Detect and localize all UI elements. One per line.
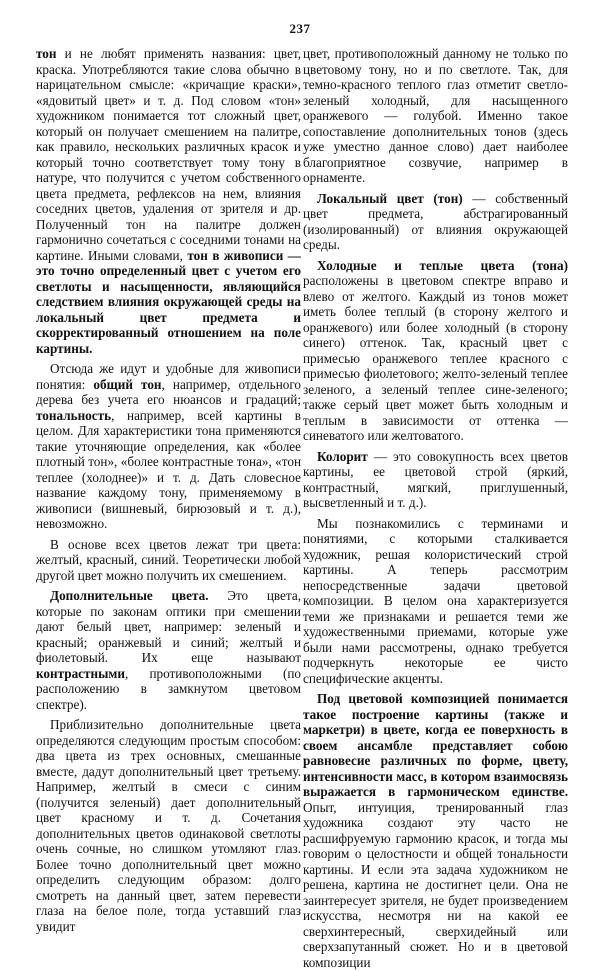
bold-term: Под цветовой композицией понимается такое построение картины (также и маркетри) в цвете, когда ее поверхность в своем ансамбле представляет собою равновесие различных по форме, цвету, интенсивности масс, в котором взаимосвязь выражается в гармоническом единстве.	[303, 691, 568, 799]
body-text: Это цвета, которые по законам оптики при смешении дают белый цвет, например: зеленый и красный; оранжевый и синий; желтый и фиолетовый. Их еще называют	[36, 588, 301, 665]
body-text: и не любят применять названия: цвет, краска. Употребляются такие слова обычно в нарицательном смысле: «кричащие краски», «ядовитый цвет» и т. д. Под словом «тон» художником понимается тот сложный цвет, который он получает смешением на палитре, как правило, нескольких различных красок и который точно соответствует тому тону в натуре, что получится с учетом собственного цвета предмета, рефлексов на нем, влияния соседних цветов, удаления от зрителя и др. Полученный тон на палитре должен гармонично сочетаться с соседними тонами на картине. Иными словами,	[36, 46, 301, 263]
bold-term: Холодные и теплые цвета (тона)	[317, 257, 568, 273]
right-column-paragraph	[303, 191, 568, 253]
bold-term: тон	[36, 46, 57, 61]
body-text: — собственный цвет предмета, абстрагированный (изолированный) от влияния окружающей среды.	[303, 190, 568, 252]
body-text: Приблизительно дополнительные цвета определяются следующим простым способом: два цвета из трех основных, смешанные вместе, дадут дополнительный цвет третьему. Например, желтый в смеси с синим (получится зеленый) дает дополнительный цвет красному и т. д. Сочетания дополнительных цветов одинаковой светлоты очень сочные, но слишком утомляют глаз. Более точно дополнительный цвет можно определить следующим образом: долго смотреть на данный цвет, затем перевести глаза на белое поле, тогда уставший глаз увидит	[36, 717, 301, 934]
right-column-paragraph	[303, 258, 568, 444]
right-column-paragraph	[303, 449, 568, 511]
bold-term: контрастными	[36, 665, 125, 681]
right-text-column	[303, 46, 568, 971]
bold-term: тональность	[36, 407, 112, 423]
body-text: Отсюда же идут и удобные для живописи понятия:	[36, 361, 301, 392]
page-number: 237	[289, 21, 311, 36]
right-column-paragraph	[303, 516, 568, 687]
left-text-column	[36, 46, 301, 935]
left-column-paragraph	[36, 361, 301, 532]
bold-term: Колорит	[317, 448, 368, 464]
body-text: Мы познакомились с терминами и понятиями, с которыми сталкивается художник, решая колористический строй картины. А теперь рассмотрим непосредственные задачи цветовой композиции. В целом она характеризуется теми же признаками и решается теми же художественными приемами, которые уже были нами рассмотрены, однако требуется подчеркнуть некоторые ее чисто специфические акценты.	[303, 515, 568, 686]
bold-term: Локальный цвет (тон)	[317, 190, 463, 206]
left-column-paragraph	[36, 717, 301, 934]
bold-term: тон в живописи — это точно определенный цвет с учетом его светлоты и насыщенности, являющийся следствием влияния окружающей среды на локальный цвет предмета и скорректированный отношением на поле картины.	[36, 247, 301, 356]
body-text: цвет, противоположный данному не только по цветовому тону, но и по светлоте. Так, для темно-красного теплого глаз отметит светло-зеленый холодный, для насыщенного оранжевого — голубой. Именно такое сопоставление дополнительных тонов (здесь уже уместно данное слово) дает наиболее благоприятное созвучие, например в орнаменте.	[303, 46, 568, 185]
body-text: , противоположными (по расположению в замкнутом цветовом спектре).	[36, 665, 301, 712]
body-text: , например, всей картины в целом. Для характеристики тона применяются такие уточняющие определения, как «более плотный тон», «более контрастные тона», «тон теплее (холоднее)» и т. д. Дать словесное название каждому тону, применяемому в живописи (вишневый, бирюзовый и т. д.), невозможно.	[36, 407, 301, 531]
body-text: Опыт, интуиция, тренированный глаз художника создают эту часто не расшифруемую гармонию красок, и тогда мы говорим о целостности и общей тональности картины. И если эта задача художником не решена, картина не достигнет цели. Она не заинтересует зрителя, не будет произведением искусства, несмотря ни на какой ее сверхинтересный, сверхидейный или сверхзапутанный сюжет. Но и в цветовой композиции	[303, 799, 568, 970]
left-column-paragraph	[36, 588, 301, 712]
left-column-paragraph	[36, 537, 301, 584]
right-column-paragraph	[303, 46, 568, 186]
body-text: , например, отдельного дерева без учета его нюансов и градаций;	[36, 376, 302, 407]
bold-term: общий тон	[93, 376, 162, 392]
body-text: расположены в цветовом спектре вправо и влево от желтого. Каждый из тонов может иметь более теплый (в сторону желтого и оранжевого) или более холодный (в сторону синего) оттенок. Так, красный цвет с примесью оранжевого теплее красного с примесью фиолетового; желто-зеленый теплее зеленого, а зеленый теплее сине-зеленого; также серый цвет может быть холодным и теплым в зависимости от оттенка — синеватого или желтоватого.	[303, 273, 568, 443]
left-column-paragraph	[36, 46, 301, 356]
body-text: — это совокупность всех цветов картины, ее цветовой строй (яркий, контрастный, мягкий, приглушенный, высветленный и т. д.).	[303, 448, 568, 510]
bold-term: Дополнительные цвета.	[50, 588, 209, 603]
right-column-paragraph	[303, 691, 568, 970]
body-text: В основе всех цветов лежат три цвета: желтый, красный, синий. Теоретически любой другой цвет можно получить их смешением.	[36, 536, 301, 583]
